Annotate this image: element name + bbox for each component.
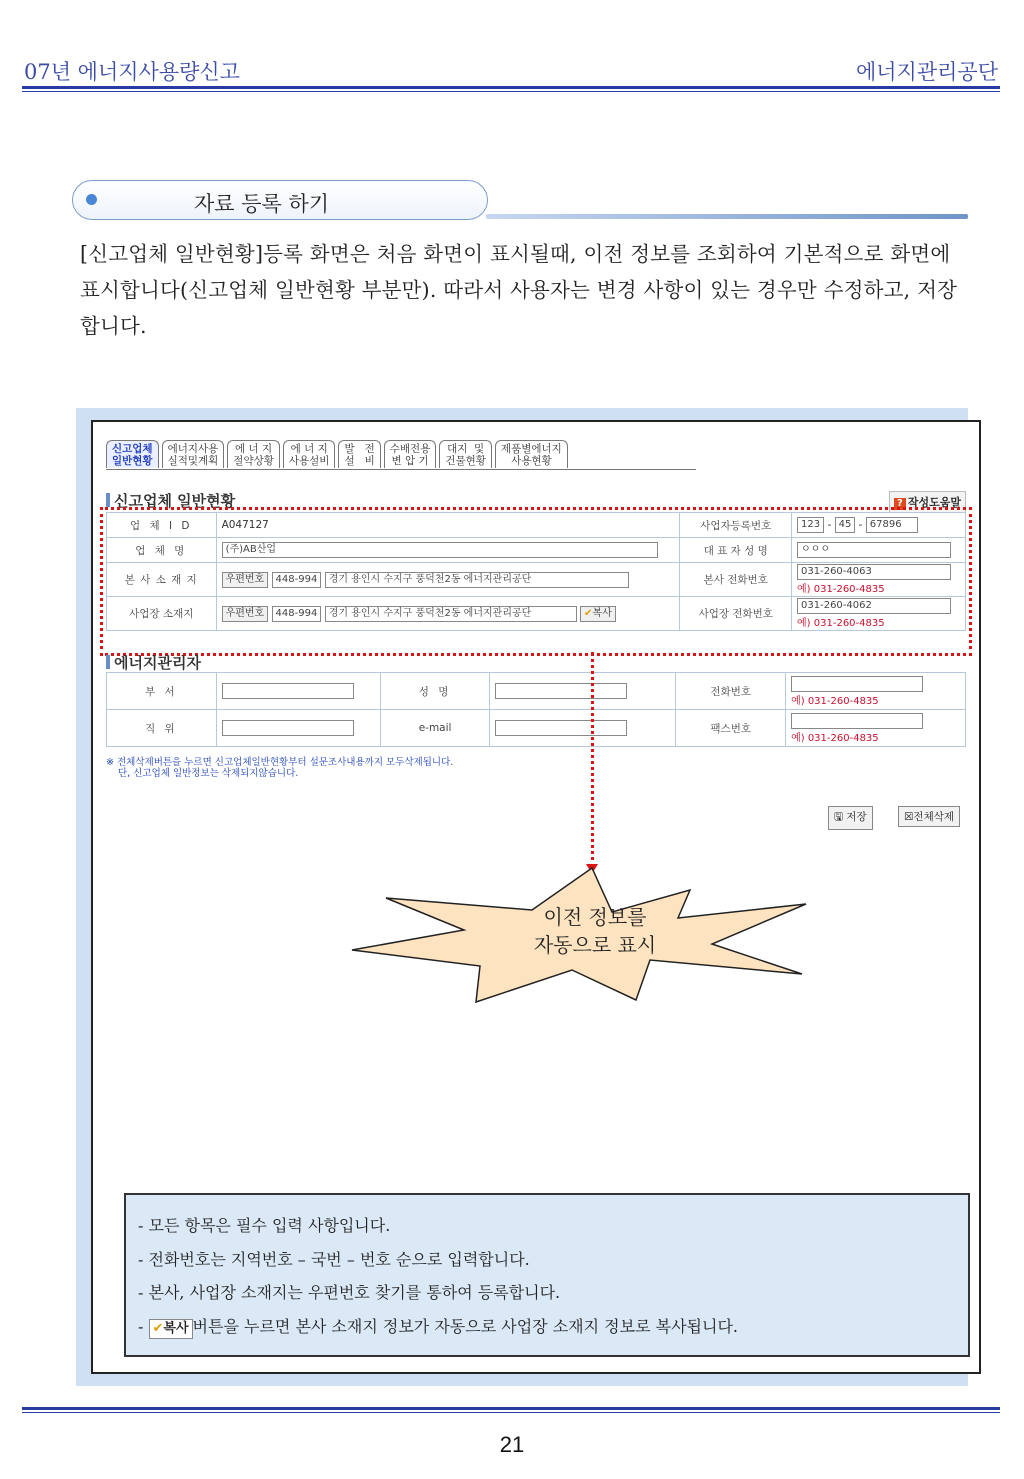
hq-address-field[interactable]: 경기 용인시 수지구 풍덕천2동 에너지관리공단 [325,572,629,588]
name-label: 성 명 [380,673,490,710]
reg-no-cell: 123 - 45 - 67896 [792,513,966,538]
tel-cell [786,673,966,710]
note-copy-prefix: - [138,1316,144,1336]
email-cell [490,710,676,747]
site-phone-example: 예) 031-260-4835 [797,618,885,629]
email-label: e-mail [380,710,490,747]
tab-baseline [106,469,696,470]
check-icon: ✔ [152,1320,164,1336]
save-label: 저장 [846,811,867,823]
tab-product-energy[interactable]: 제품별에너지 사용현황 [495,440,568,468]
site-address-label: 사업장 소재지 [107,597,217,631]
bullet-dot-icon [86,194,97,205]
tab-transformer[interactable]: 수배전용 변 압 기 [384,440,437,468]
position-cell [216,710,380,747]
check-icon: ✔ [584,607,593,619]
tab-energy-equipment[interactable]: 에 너 지 사용설비 [283,440,336,468]
note-item-copy [138,1310,968,1344]
reg-no-2-field[interactable]: 45 [835,517,856,533]
email-field[interactable] [495,720,627,736]
site-zip-field[interactable]: 448-994 [272,606,322,622]
callout-connector [591,652,594,868]
company-name-field[interactable]: (주)AB산업 [222,542,658,558]
tab-power-generation[interactable]: 발 전 설 비 [338,440,380,468]
fax-example: 예) 031-260-4835 [791,732,879,744]
copy-button-sample [149,1319,193,1339]
reg-no-label: 사업자등록번호 [680,513,792,538]
delete-note-line1: ※ 전체삭제버튼을 누르면 신고업체일반현황부터 설문조사내용까지 모두삭제됩니다. [106,757,454,768]
section-manager-title [106,652,201,673]
header-rule [22,86,1000,89]
delete-note-line2: 단, 신고업체 일반정보는 삭제되지않습니다. [118,768,299,779]
section-manager-label: 에너지관리자 [114,654,201,672]
reg-no-3-field[interactable]: 67896 [866,517,918,533]
company-name-label: 업 체 명 [107,538,217,563]
save-button[interactable] [828,806,873,830]
hq-zip-field[interactable]: 448-994 [272,572,322,588]
fax-field[interactable] [791,713,923,729]
tab-energy-saving[interactable]: 에 너 지 절약상황 [227,440,280,468]
company-id-label: 업 체 I D [107,513,217,538]
manager-tel-field[interactable] [791,676,923,692]
position-field[interactable] [222,720,354,736]
tab-bar [106,440,568,468]
delete-all-label: 전체삭제 [913,811,954,823]
callout-text [480,903,710,959]
intro-paragraph: [신고업체 일반현황]등록 화면은 처음 화면이 표시될때, 이전 정보를 조회하여 기본적으로 화면에 표시합니다(신고업체 일반현황 부분만). 따라서 사용자는 변경 사항이 있는 경우만 수정하고, 저장합니다. [80,242,958,338]
reg-no-1-field[interactable]: 123 [797,517,824,533]
tab-land-building[interactable]: 대지 및 건물현황 [439,440,492,468]
hq-zip-button[interactable]: 우편번호 [222,572,269,588]
name-cell [490,673,676,710]
page-number: 21 [499,1432,525,1457]
help-icon: ? [894,498,906,510]
dept-label: 부 서 [107,673,217,710]
header-rule-thin [22,91,1000,92]
notes-box [124,1193,970,1357]
hq-address-label: 본 사 소 재 지 [107,563,217,597]
section-bar-icon [106,655,110,669]
note-copy-text: 버튼을 누르면 본사 소재지 정보가 자동으로 사업장 소재지 정보로 복사됩니다. [192,1316,738,1336]
hq-phone-label: 본사 전화번호 [680,563,792,597]
tab-general-status[interactable]: 신고업체 일반현황 [106,440,159,468]
site-zip-button[interactable]: 우편번호 [222,606,269,622]
ceo-name-field[interactable]: ㅇㅇㅇ [797,542,951,558]
note-item-address: - 본사, 사업장 소재지는 우편번호 찾기를 통하여 등록합니다. [138,1283,561,1302]
dept-field[interactable] [222,683,354,699]
highlight-box [100,507,972,656]
callout-line2: 자동으로 표시 [533,933,657,957]
position-label: 직 위 [107,710,217,747]
manager-name-field[interactable] [495,683,627,699]
delete-icon: ☒ [904,811,914,823]
delete-all-button[interactable] [898,806,960,827]
section-bar-icon [106,493,110,507]
footer-rule [22,1407,1000,1410]
note-item-phone: - 전화번호는 지역번호 – 국번 – 번호 순으로 입력합니다. [138,1249,530,1269]
fax-cell [786,710,966,747]
fax-label: 팩스번호 [676,710,786,747]
copy-sample-label: 복사 [163,1320,189,1336]
tab-energy-usage[interactable]: 에너지사용 실적및계획 [162,440,225,468]
hq-phone-field[interactable]: 031-260-4063 [797,564,951,580]
company-id-value: A047127 [216,513,680,538]
manager-table [106,672,966,747]
footer-rule-thin [22,1412,1000,1413]
hq-phone-example: 예) 031-260-4835 [797,584,885,595]
site-phone-label: 사업장 전화번호 [680,597,792,631]
site-address-field[interactable]: 경기 용인시 수지구 풍덕천2동 에너지관리공단 [325,606,577,622]
note-item-required: - 모든 항목은 필수 입력 사항입니다. [138,1216,391,1235]
tel-label: 전화번호 [676,673,786,710]
dept-cell [216,673,380,710]
section-underline [486,214,968,219]
copy-label: 복사 [592,607,612,619]
section-general-label: 신고업체 일반현황 [114,492,236,510]
ceo-label: 대 표 자 성 명 [680,538,792,563]
delete-note [106,757,453,779]
site-phone-field[interactable]: 031-260-4062 [797,598,951,614]
tel-example: 예) 031-260-4835 [791,695,879,707]
help-label: 작성도움말 [907,496,961,509]
disk-icon: 🖫 [834,811,843,823]
doc-header-org: 에너지관리공단 [855,60,998,84]
doc-header-title: 07년 에너지사용량신고 [24,60,240,84]
callout-line1: 이전 정보를 [543,905,647,929]
section-title: 자료 등록 하기 [194,192,330,216]
